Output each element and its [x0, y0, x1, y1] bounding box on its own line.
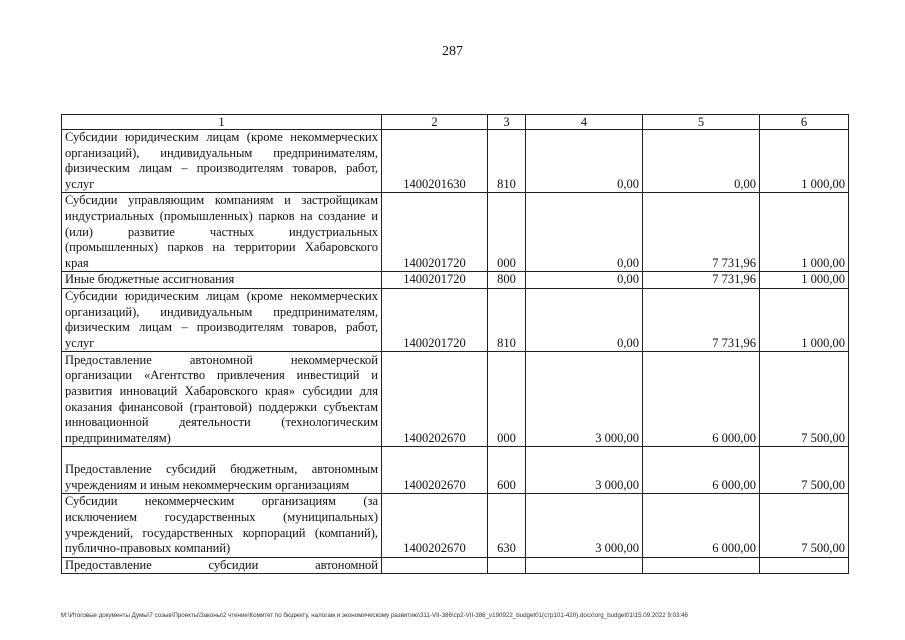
row-name: Субсидии некоммерческим организациям (за исключением государственных (муниципальных) учреждений, государственных корпораций (компаний), публично-правовых компаний)	[62, 494, 382, 557]
row-value-6: 1 000,00	[760, 193, 849, 272]
row-value-6: 7 500,00	[760, 494, 849, 557]
table-header-row	[62, 115, 849, 130]
row-name: Субсидии юридическим лицам (кроме некоммерческих организаций), индивидуальным предпринимателям, физическим лицам – производителям товаров, работ, услуг	[62, 288, 382, 351]
row-code: 1400201720	[382, 272, 488, 289]
row-value-4: 3 000,00	[526, 352, 643, 447]
row-name: Субсидии управляющим компаниям и застройщикам индустриальных (промышленных) парков на создание и (или) развитие частных индустриальных (промышленных) парков на территории Хабаровского края	[62, 193, 382, 272]
header-col-5: 5	[643, 115, 760, 130]
row-vr: 800	[488, 272, 526, 289]
row-value-4: 3 000,00	[526, 494, 643, 557]
row-vr: 000	[488, 193, 526, 272]
table-row	[62, 288, 849, 351]
row-value-6: 1 000,00	[760, 288, 849, 351]
row-value-6: 7 500,00	[760, 352, 849, 447]
row-code	[382, 557, 488, 574]
row-vr: 810	[488, 288, 526, 351]
row-vr: 000	[488, 352, 526, 447]
table-row	[62, 494, 849, 557]
row-value-5: 6 000,00	[643, 494, 760, 557]
header-col-2: 2	[382, 115, 488, 130]
row-value-5: 0,00	[643, 130, 760, 193]
document-path-footer: M:\Итоговые документы Думы\7 созыв\Проекты\Законы\2 чтение\Комитет по бюджету, налогам и экономическому развитию\311-VII-386\cp2-VII-386_v190922_budget01(стр101-420).docx\org_budget01\15.09.2022 9:03:46	[61, 612, 688, 619]
row-value-6	[760, 557, 849, 574]
row-value-4: 3 000,00	[526, 447, 643, 494]
row-code: 1400201630	[382, 130, 488, 193]
row-value-5	[643, 557, 760, 574]
budget-table	[61, 114, 849, 574]
row-vr: 600	[488, 447, 526, 494]
row-vr: 810	[488, 130, 526, 193]
row-code: 1400202670	[382, 494, 488, 557]
row-value-4: 0,00	[526, 272, 643, 289]
row-code: 1400201720	[382, 288, 488, 351]
page-number: 287	[442, 44, 463, 59]
row-value-4: 0,00	[526, 288, 643, 351]
row-value-5: 6 000,00	[643, 352, 760, 447]
table-row	[62, 352, 849, 447]
row-vr: 630	[488, 494, 526, 557]
row-code: 1400201720	[382, 193, 488, 272]
header-col-3: 3	[488, 115, 526, 130]
row-value-6: 1 000,00	[760, 130, 849, 193]
header-col-4: 4	[526, 115, 643, 130]
header-col-1: 1	[62, 115, 382, 130]
table-row	[62, 193, 849, 272]
row-code: 1400202670	[382, 352, 488, 447]
row-vr	[488, 557, 526, 574]
header-col-6: 6	[760, 115, 849, 130]
row-name: Иные бюджетные ассигнования	[62, 272, 382, 289]
row-name: Предоставление субсидии автономной	[62, 557, 382, 574]
row-value-5: 7 731,96	[643, 193, 760, 272]
row-name: Предоставление субсидий бюджетным, автономным учреждениям и иным некоммерческим организациям	[62, 447, 382, 494]
row-name: Субсидии юридическим лицам (кроме некоммерческих организаций), индивидуальным предпринимателям, физическим лицам – производителям товаров, работ, услуг	[62, 130, 382, 193]
row-value-4: 0,00	[526, 193, 643, 272]
row-value-4	[526, 557, 643, 574]
row-value-6: 1 000,00	[760, 272, 849, 289]
row-value-5: 7 731,96	[643, 272, 760, 289]
row-value-4: 0,00	[526, 130, 643, 193]
table-row	[62, 447, 849, 494]
table-row	[62, 272, 849, 289]
row-code: 1400202670	[382, 447, 488, 494]
table-row	[62, 557, 849, 574]
row-value-5: 7 731,96	[643, 288, 760, 351]
table-row	[62, 130, 849, 193]
row-value-6: 7 500,00	[760, 447, 849, 494]
row-value-5: 6 000,00	[643, 447, 760, 494]
row-name: Предоставление автономной некоммерческой организации «Агентство привлечения инвестиций и развития инноваций Хабаровского края» субсидии для оказания финансовой (грантовой) поддержки субъектам инновационной деятельности (технологическим предпринимателям)	[62, 352, 382, 447]
